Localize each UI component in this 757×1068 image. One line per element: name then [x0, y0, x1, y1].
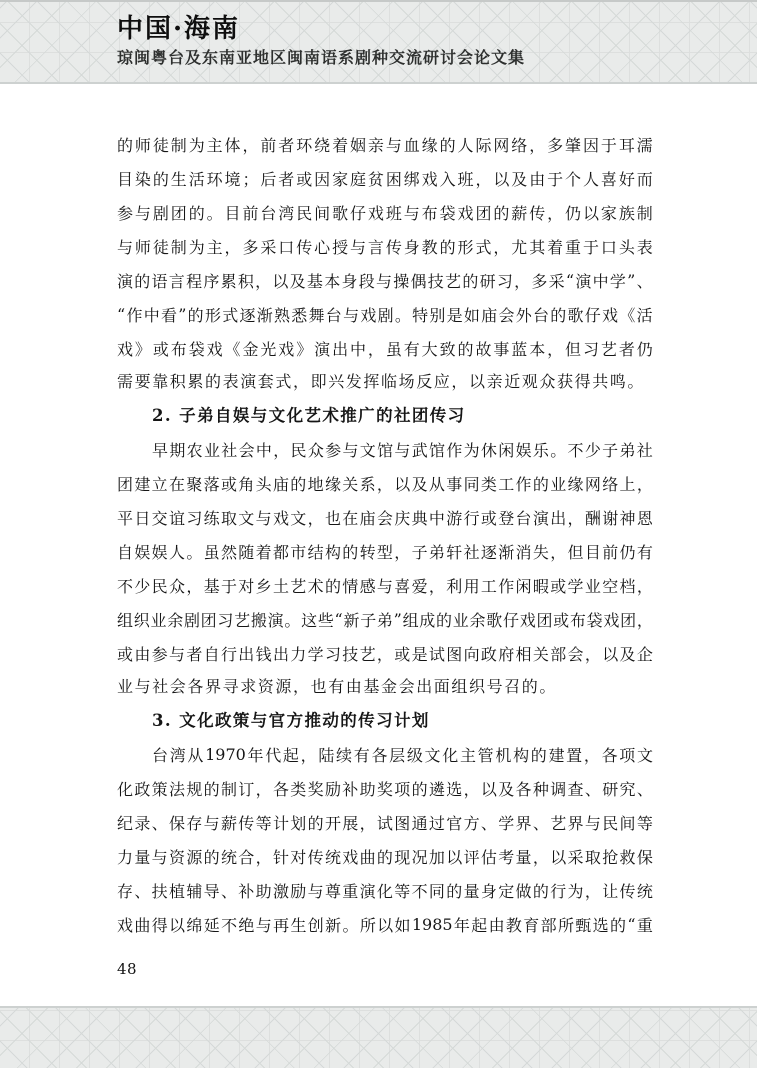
text-line: 戏 曲 得 以 绵 延 不 绝 与 再 生 创 新 。 所 以 如 1985 年 起 由 教 育 部 所 甄 选 的 “ 重: [117, 914, 653, 935]
region-title: 中国·海南: [117, 14, 241, 44]
footer-lattice-band: [0, 1006, 757, 1068]
text-line: 组 织 业 余 剧 团 习 艺 搬 演 。 这 些 “ 新 子 弟 ” 组 成 的 业 余 歌 仔 戏 团 或 布 袋 戏 团 ，: [117, 609, 653, 630]
text-line: 早 期 农 业 社 会 中 ， 民 众 参 与 文 馆 与 武 馆 作 为 休 闲 娱 乐 。 不 少 子 弟 社: [152, 441, 653, 461]
text-line: 力 量 与 资 源 的 统 合 ， 针 对 传 统 戏 曲 的 现 况 加 以 评 估 考 量 ， 以 采 取 抢 救 保: [117, 848, 653, 868]
text-line: 纪 录 、 保 存 与 薪 传 等 计 划 的 开 展 ， 试 图 通 过 官 方 、 学 界 、 艺 界 与 民 间 等: [117, 814, 653, 834]
document-body: [117, 128, 653, 941]
text-line: 的 师 徒 制 为 主 体 ， 前 者 环 绕 着 姻 亲 与 血 缘 的 人 际 网 络 ， 多 肇 因 于 耳 濡: [117, 136, 653, 156]
text-line: 不 少 民 众 ， 基 于 对 乡 土 艺 术 的 情 感 与 喜 爱 ， 利 用 工 作 闲 暇 或 学 业 空 档 ，: [117, 577, 653, 597]
text-line: 自 娱 娱 人 。 虽 然 随 着 都 市 结 构 的 转 型 ， 子 弟 轩 社 逐 渐 消 失 ， 但 目 前 仍 有: [117, 543, 653, 563]
page-number: 48: [117, 960, 138, 978]
page-header: [117, 14, 525, 68]
text-line: 需要靠积累的表演套式，即兴发挥临场反应，以亲近观众获得共鸣。: [117, 372, 646, 392]
book-title: 琼闽粤台及东南亚地区闽南语系剧种交流研讨会论文集: [117, 50, 526, 68]
text-line: 戏 》 或 布 袋 戏 《 金 光 戏 》 演 出 中 ， 虽 有 大 致 的 故 事 蓝 本 ， 但 习 艺 者 仍: [117, 339, 653, 359]
text-line: 目 染 的 生 活 环 境 ； 后 者 或 因 家 庭 贫 困 绑 戏 入 班 ， 以 及 由 于 个 人 喜 好 而: [117, 170, 653, 190]
text-line: 存 、 扶 植 辅 导 、 补 助 激 励 与 尊 重 演 化 等 不 同 的 量 身 定 做 的 行 为 ， 让 传 统: [117, 882, 653, 902]
text-line: 演 的 语 言 程 序 累 积 ， 以 及 基 本 身 段 与 操 偶 技 艺 的 研 习 ， 多 采 “ 演 中 学 ” 、: [117, 271, 653, 291]
text-line: 与 师 徒 制 为 主 ， 多 采 口 传 心 授 与 言 传 身 教 的 形 式 ， 尤 其 着 重 于 口 头 表: [117, 238, 653, 258]
section-heading: 3. 文化政策与官方推动的传习计划: [152, 711, 430, 731]
text-line: 或 由 参 与 者 自 行 出 钱 出 力 学 习 技 艺 ， 或 是 试 图 向 政 府 相 关 部 会 ， 以 及 企: [117, 644, 653, 664]
text-line: “ 作 中 看 ” 的 形 式 逐 渐 熟 悉 舞 台 与 戏 剧 。 特 别 是 如 庙 会 外 台 的 歌 仔 戏 《 活: [117, 304, 653, 325]
text-line: 业与社会各界寻求资源，也有由基金会出面组织号召的。: [117, 677, 558, 697]
text-line: 平 日 交 谊 习 练 取 文 与 戏 文 ， 也 在 庙 会 庆 典 中 游 行 或 登 台 演 出 ， 酬 谢 神 恩: [117, 509, 653, 529]
text-line: 台 湾 从 1970 年 代 起 ， 陆 续 有 各 层 级 文 化 主 管 机 构 的 建 置 ， 各 项 文: [152, 745, 653, 766]
text-line: 团 建 立 在 聚 落 或 角 头 庙 的 地 缘 关 系 ， 以 及 从 事 同 类 工 作 的 业 缘 网 络 上 ，: [117, 475, 653, 495]
section-heading: 2. 子弟自娱与文化艺术推广的社团传习: [152, 406, 466, 426]
text-line: 参 与 剧 团 的 。 目 前 台 湾 民 间 歌 仔 戏 班 与 布 袋 戏 团 的 薪 传 ， 仍 以 家 族 制: [117, 204, 653, 224]
text-line: 化 政 策 法 规 的 制 订 ， 各 类 奖 励 补 助 奖 项 的 遴 选 ， 以 及 各 种 调 查 、 研 究 、: [117, 780, 653, 800]
